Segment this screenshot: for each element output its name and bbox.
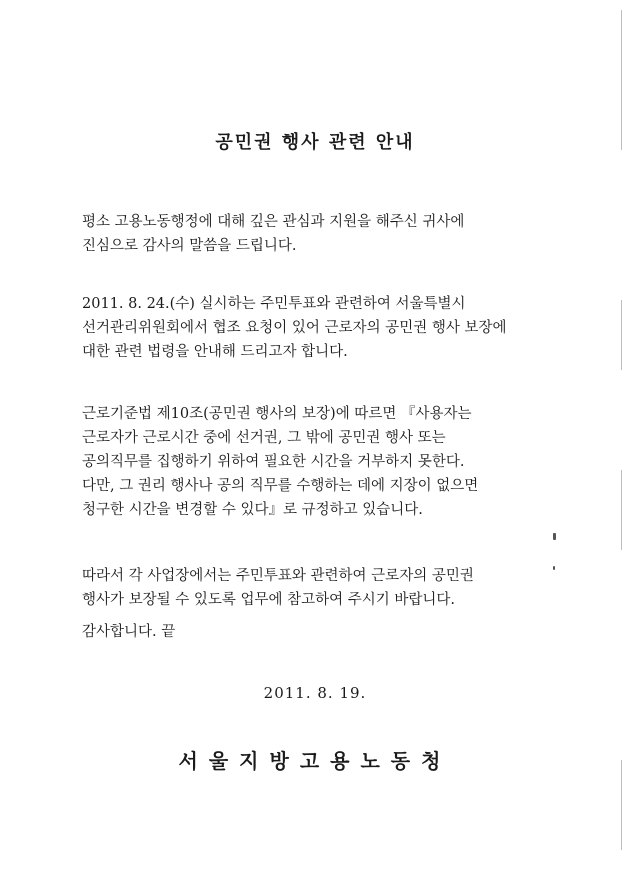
text-line: 감사합니다. 끝 — [82, 624, 176, 640]
text-line: 선거관리위원회에서 협조 요청이 있어 근로자의 공민권 행사 보장에 — [82, 320, 507, 336]
paragraph-purpose — [82, 292, 552, 364]
paragraph-request — [82, 564, 552, 612]
scan-edge-mark — [621, 10, 622, 150]
document-date: 2011. 8. 19. — [263, 684, 367, 702]
text-line: 진심으로 감사의 말씀을 드립니다. — [82, 238, 297, 254]
text-line: 행사가 보장될 수 있도록 업무에 참고하여 주시기 바랍니다. — [82, 592, 456, 608]
text-line: 근로자가 근로시간 중에 선거권, 그 밖에 공민권 행사 또는 — [82, 430, 446, 446]
text-line: 따라서 각 사업장에서는 주민투표와 관련하여 근로자의 공민권 — [82, 568, 474, 584]
paragraph-greeting — [82, 210, 552, 258]
text-line: 평소 고용노동행정에 대해 깊은 관심과 지원을 해주신 귀사에 — [82, 214, 465, 230]
sender-name: 서울지방고용노동청 — [178, 749, 452, 773]
text-line: 청구한 시간을 변경할 수 있다』로 규정하고 있습니다. — [82, 502, 423, 518]
text-line: 2011. 8. 24.(수) 실시하는 주민투표와 관련하여 서울특별시 — [82, 296, 466, 312]
text-line: 공의직무를 집행하기 위하여 필요한 시간을 거부하지 못한다. — [82, 454, 465, 470]
text-line: 근로기준법 제10조(공민권 행사의 보장)에 따르면 『사용자는 — [82, 406, 472, 422]
paragraph-law-citation — [82, 402, 552, 522]
scan-speck — [553, 533, 556, 540]
scan-edge-mark — [621, 760, 622, 850]
scan-edge-mark — [621, 470, 622, 550]
text-line: 다만, 그 권리 행사나 공의 직무를 수행하는 데에 지장이 없으면 — [82, 478, 479, 494]
scan-edge-mark — [621, 300, 622, 370]
document-title: 공민권 행사 관련 안내 — [215, 132, 415, 153]
scan-speck — [553, 566, 555, 570]
text-line: 대한 관련 법령을 안내해 드리고자 합니다. — [82, 344, 348, 360]
closing-text — [82, 620, 552, 644]
